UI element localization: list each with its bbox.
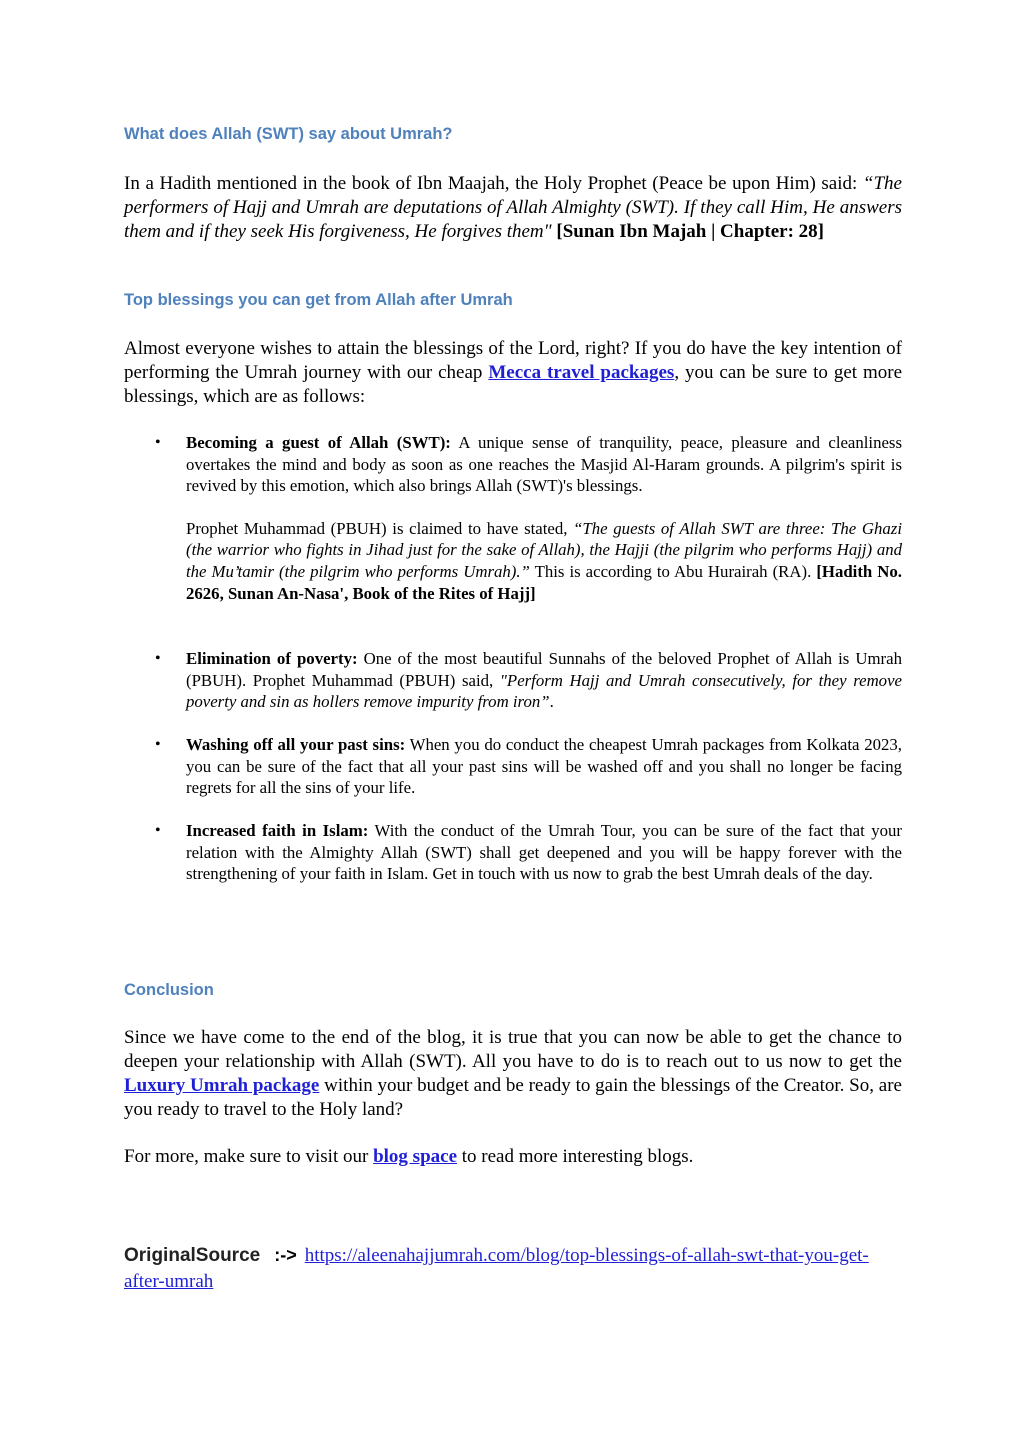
luxury-umrah-package-link[interactable]: Luxury Umrah package [124,1075,320,1096]
paragraph-intro-blessings [124,337,902,409]
paragraph-conclusion-lead: Since we have come to the end of the blog, it is true that you can now be able to get the chance to deepen your relationship with Allah (SWT). All you have to do is to reach out to us now to get the [124,1027,902,1072]
original-source-url-link[interactable]: https://aleenahajjumrah.com/blog/top-blessings-of-allah-swt-that-you-get-after-umrah [124,1245,869,1292]
blessing-title: Increased faith in Islam: [186,821,369,840]
blessing-quote: "Perform Hajj and Umrah consecutively, for they remove poverty and sin as hollers remove impurity from iron” [186,670,902,712]
heading-top-blessings: Top blessings you can get from Allah after Umrah [124,291,513,309]
blessing-tail: . [549,692,554,712]
arrow-icon: :-> [274,1245,297,1265]
blessing-title: Washing off all your past sins: [186,735,406,754]
blessings-list-4 [155,820,903,885]
blessings-list [155,432,902,604]
blessing-subparagraph [186,518,902,604]
paragraph-hadith-lead: In a Hadith mentioned in the book of Ibn Maajah, the Holy Prophet (Peace be upon Him) said: [124,173,863,194]
blessing-text: With the conduct of the Umrah Tour, you can be sure of the fact that your relation with the Almighty Allah (SWT) shall get deepened and you will be happy forever with the strengthening of your faith in Islam. Get in touch with us now to grab the best Umrah deals of the day. [186,821,903,884]
blessing-text: When you do conduct the cheapest Umrah packages from Kolkata 2023, you can be sure of the fact that all your past sins will be washed off and you shall no longer be facing regrets for all the sins of your life. [186,735,902,798]
original-source-line [124,1242,902,1295]
paragraph-intro-lead: Almost everyone wishes to attain the blessings of the Lord, right? If you do have the key intention of performing the Umrah journey with our cheap [124,338,902,383]
paragraph-conclusion [124,1026,902,1122]
list-item [155,734,902,799]
blessing-title: Elimination of poverty: [186,649,358,668]
paragraph-hadith-reference: [Sunan Ibn Majah | Chapter: 28] [556,221,824,242]
paragraph-more-blogs [124,1145,902,1169]
heading-conclusion: Conclusion [124,981,214,999]
bullet-icon: • [155,434,161,451]
blessing-text: One of the most beautiful Sunnahs of the beloved Prophet of Allah is Umrah (PBUH). Prophet Muhammad (PBUH) said, [186,649,902,690]
paragraph-more-lead: For more, make sure to visit our [124,1146,374,1167]
original-source-label: OriginalSource [124,1245,261,1266]
blessing-sub-lead: Prophet Muhammad (PBUH) is claimed to have stated, [186,518,574,538]
bullet-icon: • [155,736,161,753]
list-item [155,820,903,885]
list-item [155,648,902,713]
paragraph-hadith-quote: “The performers of Hajj and Umrah are deputations of Allah Almighty (SWT). If they call Him, He answers them and if they seek His forgiveness, He forgives them" [124,173,902,242]
blessing-sub-reference: [Hadith No. 2626, Sunan An-Nasa', Book of the Rites of Hajj] [186,561,902,603]
bullet-icon: • [155,822,161,839]
blessing-sub-quote: “The guests of Allah SWT are three: The Ghazi (the warrior who fights in Jihad just for the sake of Allah), the Hajji (the pilgrim who performs Hajj) and the Mu’tamir (the pilgrim who performs Umrah).” [186,518,902,581]
paragraph-intro-tail: , you can be sure to get more blessings, which are as follows: [124,362,903,407]
blessings-list-3 [155,734,902,799]
blog-space-link[interactable]: blog space [373,1146,458,1167]
paragraph-more-tail: to read more interesting blogs. [457,1146,694,1167]
paragraph-conclusion-tail: within your budget and be ready to gain the blessings of the Creator. So, are you ready to travel to the Holy land? [124,1075,902,1120]
mecca-travel-packages-link[interactable]: Mecca travel packages [488,362,675,383]
bullet-icon: • [155,650,161,667]
blessing-text: A unique sense of tranquility, peace, pleasure and cleanliness overtakes the mind and body as soon as one reaches the Masjid Al-Haram grounds. A pilgrim's spirit is revived by this emotion, which also brings Allah (SWT)'s blessings. [186,433,902,496]
list-item [155,432,902,604]
blessing-sub-tail: This is according to Abu Hurairah (RA). [529,561,817,581]
blessing-title: Becoming a guest of Allah (SWT): [186,433,451,452]
blessings-list-2 [155,648,902,713]
heading-what-allah-says: What does Allah (SWT) say about Umrah? [124,125,453,143]
paragraph-hadith [124,172,902,244]
